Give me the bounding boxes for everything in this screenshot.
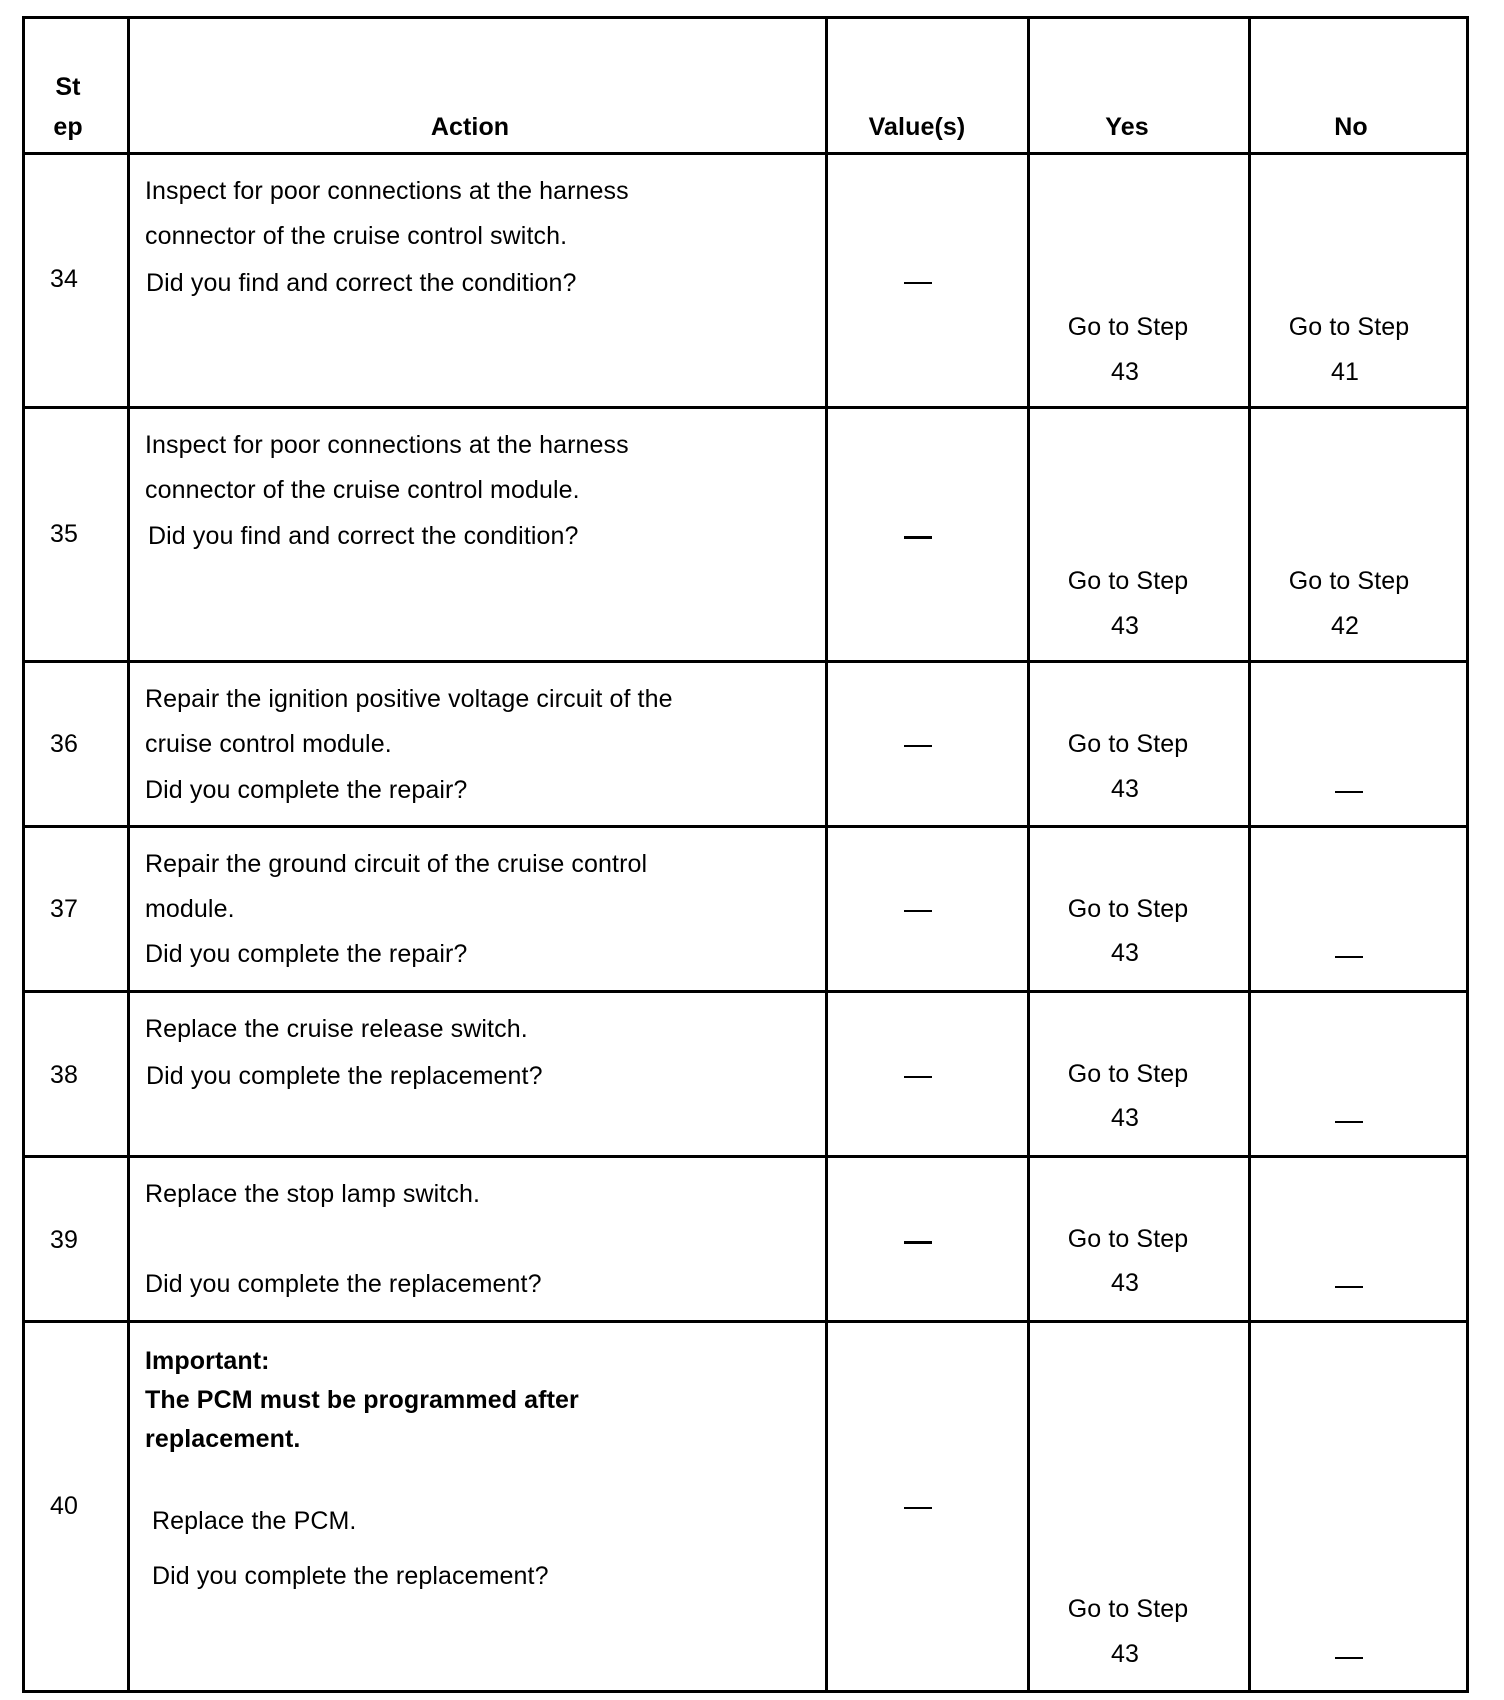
diagnostic-table [22,16,1469,1693]
no-dash [1335,956,1363,958]
action-question: Did you complete the repair? [145,940,468,968]
value-dash [904,1076,932,1078]
col-divider-yes [1248,19,1251,1690]
action-question: Did you complete the replacement? [145,1270,542,1298]
action-text: Replace the stop lamp switch. [145,1180,481,1208]
value-dash [904,1507,932,1509]
step-number: 37 [50,895,79,923]
header-action: Action [430,113,510,141]
yes-target: Go to Step [1067,567,1189,595]
yes-target-step: 43 [1110,1269,1140,1297]
action-text: module. [145,895,235,923]
yes-target: Go to Step [1067,730,1189,758]
important-text: The PCM must be programmed after [145,1386,579,1414]
yes-target-step: 43 [1110,358,1140,386]
action-question: Did you complete the replacement? [152,1562,549,1590]
important-label: Important: [145,1347,270,1375]
row-divider-36 [25,825,1466,828]
yes-target-step: 43 [1110,1640,1140,1668]
action-text: Repair the ignition positive voltage circuit of the [145,685,673,713]
yes-target-step: 43 [1110,775,1140,803]
step-number: 35 [50,520,79,548]
yes-target: Go to Step [1067,1225,1189,1253]
action-text: Replace the PCM. [152,1507,357,1535]
no-target: Go to Step [1288,313,1410,341]
step-number: 36 [50,730,79,758]
action-text: Replace the cruise release switch. [145,1015,528,1043]
col-divider-step [127,19,130,1690]
yes-target: Go to Step [1067,895,1189,923]
value-dash [904,910,932,912]
action-question: Did you complete the replacement? [146,1062,543,1090]
action-question: Did you find and correct the condition? [146,269,577,297]
no-dash [1335,791,1363,793]
action-text: connector of the cruise control module. [145,476,580,504]
action-text: Repair the ground circuit of the cruise control [145,850,648,878]
header-step-line1: St [55,73,81,101]
header-step-line2: ep [53,113,83,141]
action-text: Inspect for poor connections at the harness [145,431,629,459]
action-question: Did you find and correct the condition? [148,522,579,550]
step-number: 38 [50,1061,79,1089]
no-target-step: 42 [1330,612,1360,640]
yes-target: Go to Step [1067,1595,1189,1623]
col-divider-action [825,19,828,1690]
step-number: 39 [50,1226,79,1254]
no-dash [1335,1657,1363,1659]
yes-target: Go to Step [1067,1060,1189,1088]
row-divider-35 [25,660,1466,663]
row-divider-header [25,152,1466,155]
row-divider-34 [25,406,1466,409]
yes-target-step: 43 [1110,612,1140,640]
col-divider-values [1027,19,1030,1690]
action-text: connector of the cruise control switch. [145,222,568,250]
row-divider-39 [25,1320,1466,1323]
important-text: replacement. [145,1425,301,1453]
row-divider-38 [25,1155,1466,1158]
row-divider-37 [25,990,1466,993]
yes-target-step: 43 [1110,1104,1140,1132]
value-dash [904,745,932,747]
header-values: Value(s) [868,113,966,141]
value-dash [904,1241,932,1244]
no-target: Go to Step [1288,567,1410,595]
action-text: Inspect for poor connections at the harness [145,177,629,205]
action-question: Did you complete the repair? [145,776,468,804]
yes-target: Go to Step [1067,313,1189,341]
header-yes: Yes [1105,113,1149,141]
step-number: 40 [50,1492,79,1520]
step-number: 34 [50,265,79,293]
no-dash [1335,1121,1363,1123]
no-target-step: 41 [1330,358,1360,386]
header-no: No [1334,113,1368,141]
value-dash [904,282,932,284]
no-dash [1335,1286,1363,1288]
yes-target-step: 43 [1110,939,1140,967]
value-dash [904,536,932,539]
action-text: cruise control module. [145,730,392,758]
